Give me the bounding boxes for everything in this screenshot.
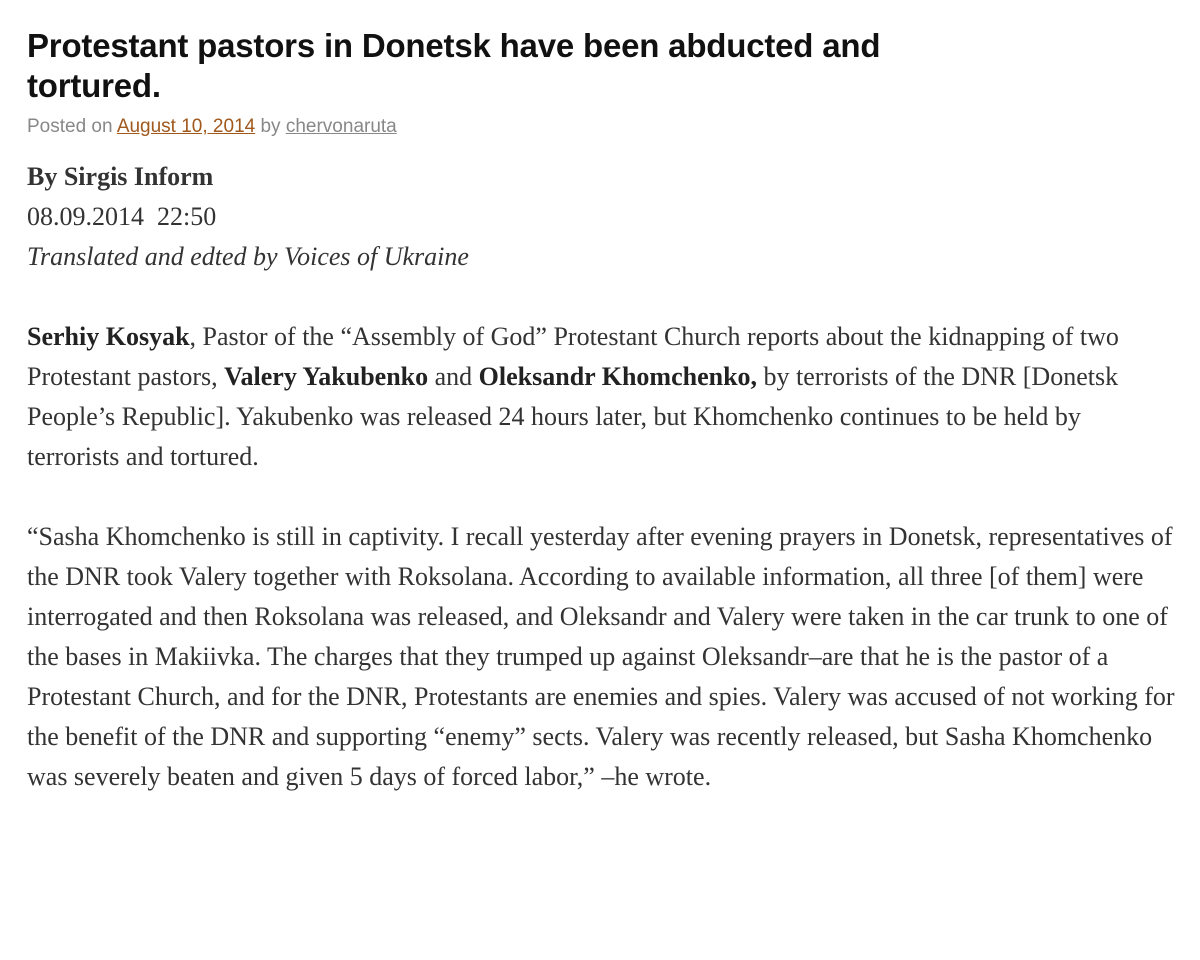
paragraph-text: by terrorists of the DNR [Donetsk People’s Republic]. Yakubenko was released 24 hours later, but Khomchenko continues to be held by terrorists and tortured. [27,362,1119,471]
post-meta [27,115,1177,139]
paragraph-1 [27,317,1152,477]
person-name: Valery Yakubenko [224,362,429,391]
post-datetime: 08.09.2014 22:50 [27,202,217,231]
paragraph-2: “Sasha Khomchenko is still in captivity. I recall yesterday after evening prayers in Donetsk, representatives of the DNR took Valery together with Roksolana. According to available information, all three [of them] were interrogated and then Roksolana was released, and Oleksandr and Valery were taken in the car trunk to one of the bases in Makiivka. The charges that they trumped up against Oleksandr–are that he is the pastor of a Protestant Church, and for the DNR, Protestants are enemies and spies. Valery was accused of not working for the benefit of the DNR and supporting “enemy” sects. Valery was recently released, but Sasha Khomchenko was severely beaten and given 5 days of forced labor,” –he wrote. [27,522,1175,791]
paragraph-text: and [428,362,479,391]
post-content [27,157,1177,797]
person-name: Serhiy Kosyak [27,322,190,351]
article [27,0,1177,797]
posted-on-label: Posted on [27,116,113,137]
byline: By Sirgis Inform [27,162,214,191]
post-title: Protestant pastors in Donetsk have been abducted and tortured. [27,27,881,104]
post-date-link[interactable]: August 10, 2014 [116,116,256,137]
person-name: Oleksandr Khomchenko, [478,362,758,391]
post-author-link[interactable]: chervonaruta [285,116,397,137]
by-label: by [260,116,281,137]
translation-note: Translated and edted by Voices of Ukraine [27,242,469,271]
paragraph-text: , Pastor of the “Assembly of God” Protestant Church reports about the kidnapping of two Protestant pastors, [27,322,1119,391]
